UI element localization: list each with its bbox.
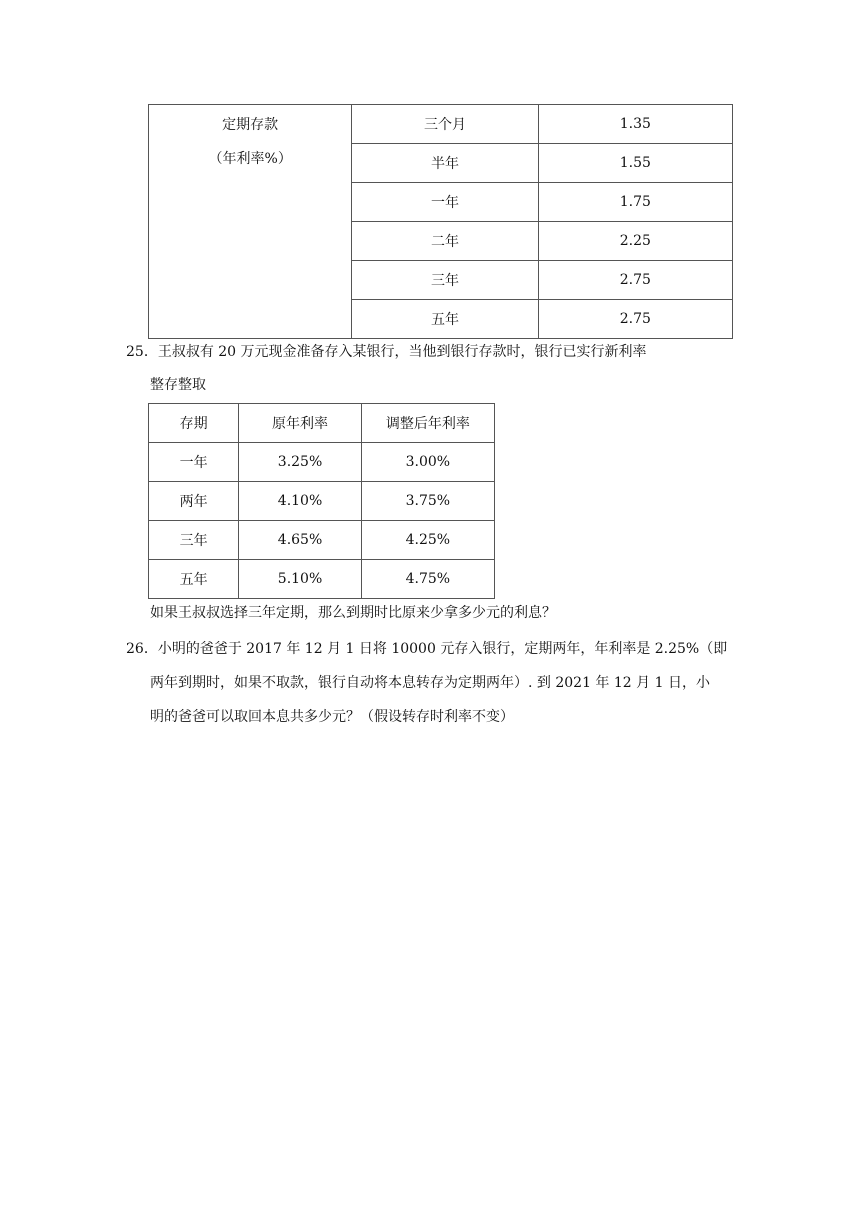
- table-header-row: [149, 404, 495, 443]
- question-text-line-1: 小明的爸爸于 2017 年 12 月 1 日将 10000 元存入银行，定期两年，年利率是 2.25%（即: [157, 641, 728, 657]
- term-cell: 三个月: [352, 105, 538, 144]
- question-text-line-2: 两年到期时，如果不取款，银行自动将本息转存为定期两年）. 到 2021 年 12 月 1 日，小: [150, 675, 710, 691]
- table-cell: 一年: [149, 443, 239, 482]
- deposit-rate-table: [148, 403, 495, 599]
- term-cell: 半年: [352, 144, 538, 183]
- interest-rate-table: [148, 104, 733, 339]
- question-25: [126, 342, 647, 362]
- term-cell: 三年: [352, 261, 538, 300]
- question-number: 26．: [126, 641, 158, 657]
- table-cell: 4.25%: [361, 521, 494, 560]
- table-row: [149, 521, 495, 560]
- table-cell: 4.65%: [239, 521, 361, 560]
- question-text: 王叔叔有 20 万元现金准备存入某银行，当他到银行存款时，银行已实行新利率: [157, 344, 647, 360]
- rate-cell: 1.55: [538, 144, 732, 183]
- rate-cell: 2.75: [538, 261, 732, 300]
- rate-table-sublabel: （年利率%）: [208, 151, 292, 167]
- table-cell: 4.75%: [361, 560, 494, 599]
- column-header: 存期: [149, 404, 239, 443]
- table-cell: 5.10%: [239, 560, 361, 599]
- rate-cell: 1.35: [538, 105, 732, 144]
- table-cell: 4.10%: [239, 482, 361, 521]
- table-cell: 五年: [149, 560, 239, 599]
- term-cell: 五年: [352, 300, 538, 339]
- table-cell: 三年: [149, 521, 239, 560]
- rate-cell: 2.75: [538, 300, 732, 339]
- column-header: 原年利率: [239, 404, 361, 443]
- question-number: 25．: [126, 344, 158, 360]
- question-26: [126, 639, 727, 659]
- term-cell: 一年: [352, 183, 538, 222]
- table-row: [149, 560, 495, 599]
- table-row: [149, 482, 495, 521]
- table-cell: 3.25%: [239, 443, 361, 482]
- table-cell: 两年: [149, 482, 239, 521]
- question-text-line-3: 明的爸爸可以取回本息共多少元？（假设转存时利率不变）: [150, 709, 514, 725]
- table-row: [149, 105, 733, 144]
- term-cell: 二年: [352, 222, 538, 261]
- rate-table-label: 定期存款: [222, 117, 279, 133]
- rate-table-label-cell: [149, 105, 352, 339]
- table-caption: 整存整取: [150, 377, 206, 393]
- rate-cell: 2.25: [538, 222, 732, 261]
- column-header: 调整后年利率: [361, 404, 494, 443]
- question-25-prompt: 如果王叔叔选择三年定期，那么到期时比原来少拿多少元的利息？: [150, 605, 556, 621]
- table-cell: 3.00%: [361, 443, 494, 482]
- table-row: [149, 443, 495, 482]
- rate-cell: 1.75: [538, 183, 732, 222]
- table-cell: 3.75%: [361, 482, 494, 521]
